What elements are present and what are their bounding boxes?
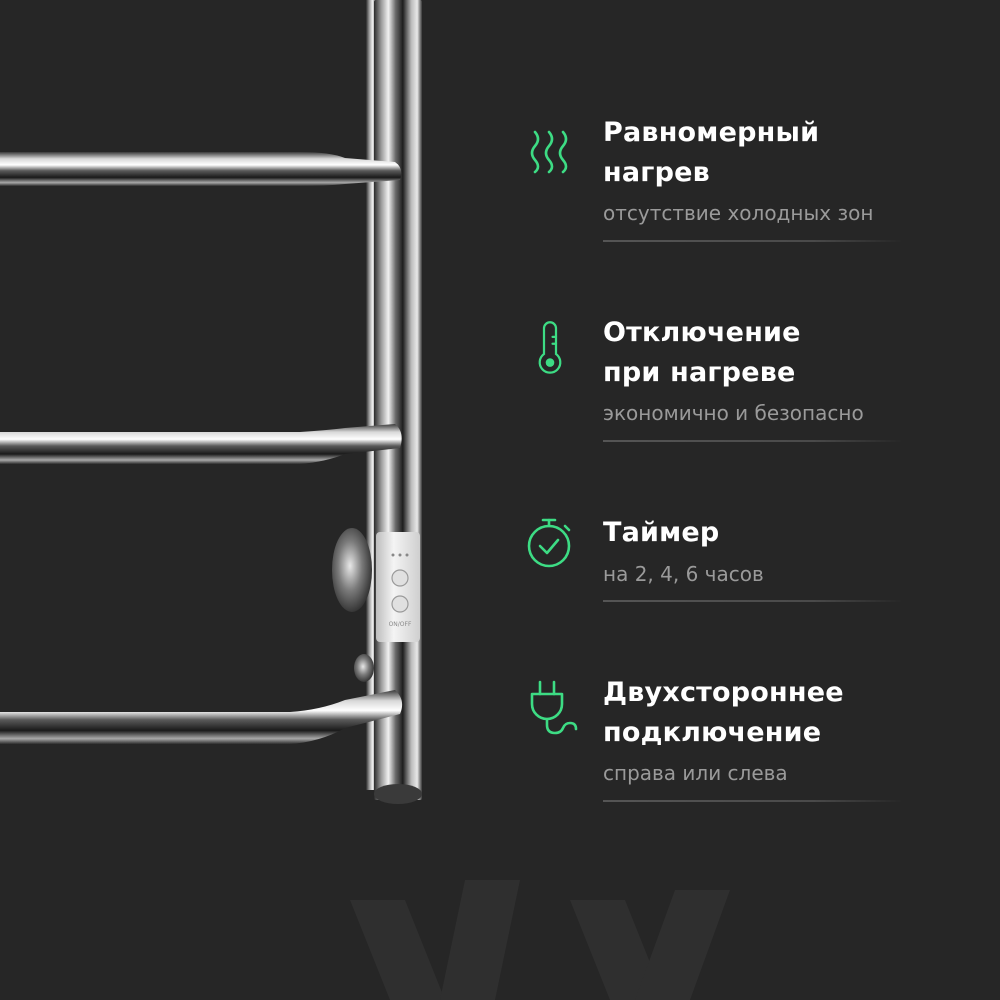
feature-divider — [603, 240, 903, 242]
feature-two-sided-connection — [520, 672, 920, 812]
feature-title-line1: Равномерный — [603, 117, 820, 148]
feature-timer — [520, 512, 920, 607]
feature-subtitle: справа или слева — [603, 761, 788, 785]
brand-watermark-logo — [270, 860, 750, 1000]
feature-divider — [603, 800, 903, 802]
feature-divider — [603, 440, 903, 442]
feature-divider — [603, 600, 903, 602]
plug-icon — [520, 678, 580, 748]
towel-rail-photo — [0, 0, 460, 1000]
feature-uniform-heating — [520, 112, 920, 252]
feature-title-line1: Таймер — [603, 517, 720, 548]
stopwatch-icon — [520, 512, 580, 572]
feature-title-line1: Двухстороннее — [603, 677, 844, 708]
feature-subtitle: отсутствие холодных зон — [603, 201, 874, 225]
feature-title-line1: Отключение — [603, 317, 801, 348]
feature-overheat-shutoff — [520, 312, 920, 452]
feature-title-line2: при нагреве — [603, 357, 796, 388]
feature-title-line2: подключение — [603, 717, 822, 748]
feature-title-line2: нагрев — [603, 157, 710, 188]
heat-waves-icon — [520, 122, 580, 182]
feature-subtitle: на 2, 4, 6 часов — [603, 562, 764, 586]
controller-button-label: ON/OFF — [388, 621, 412, 628]
feature-subtitle: экономично и безопасно — [603, 401, 864, 425]
thermometer-icon — [520, 318, 580, 378]
